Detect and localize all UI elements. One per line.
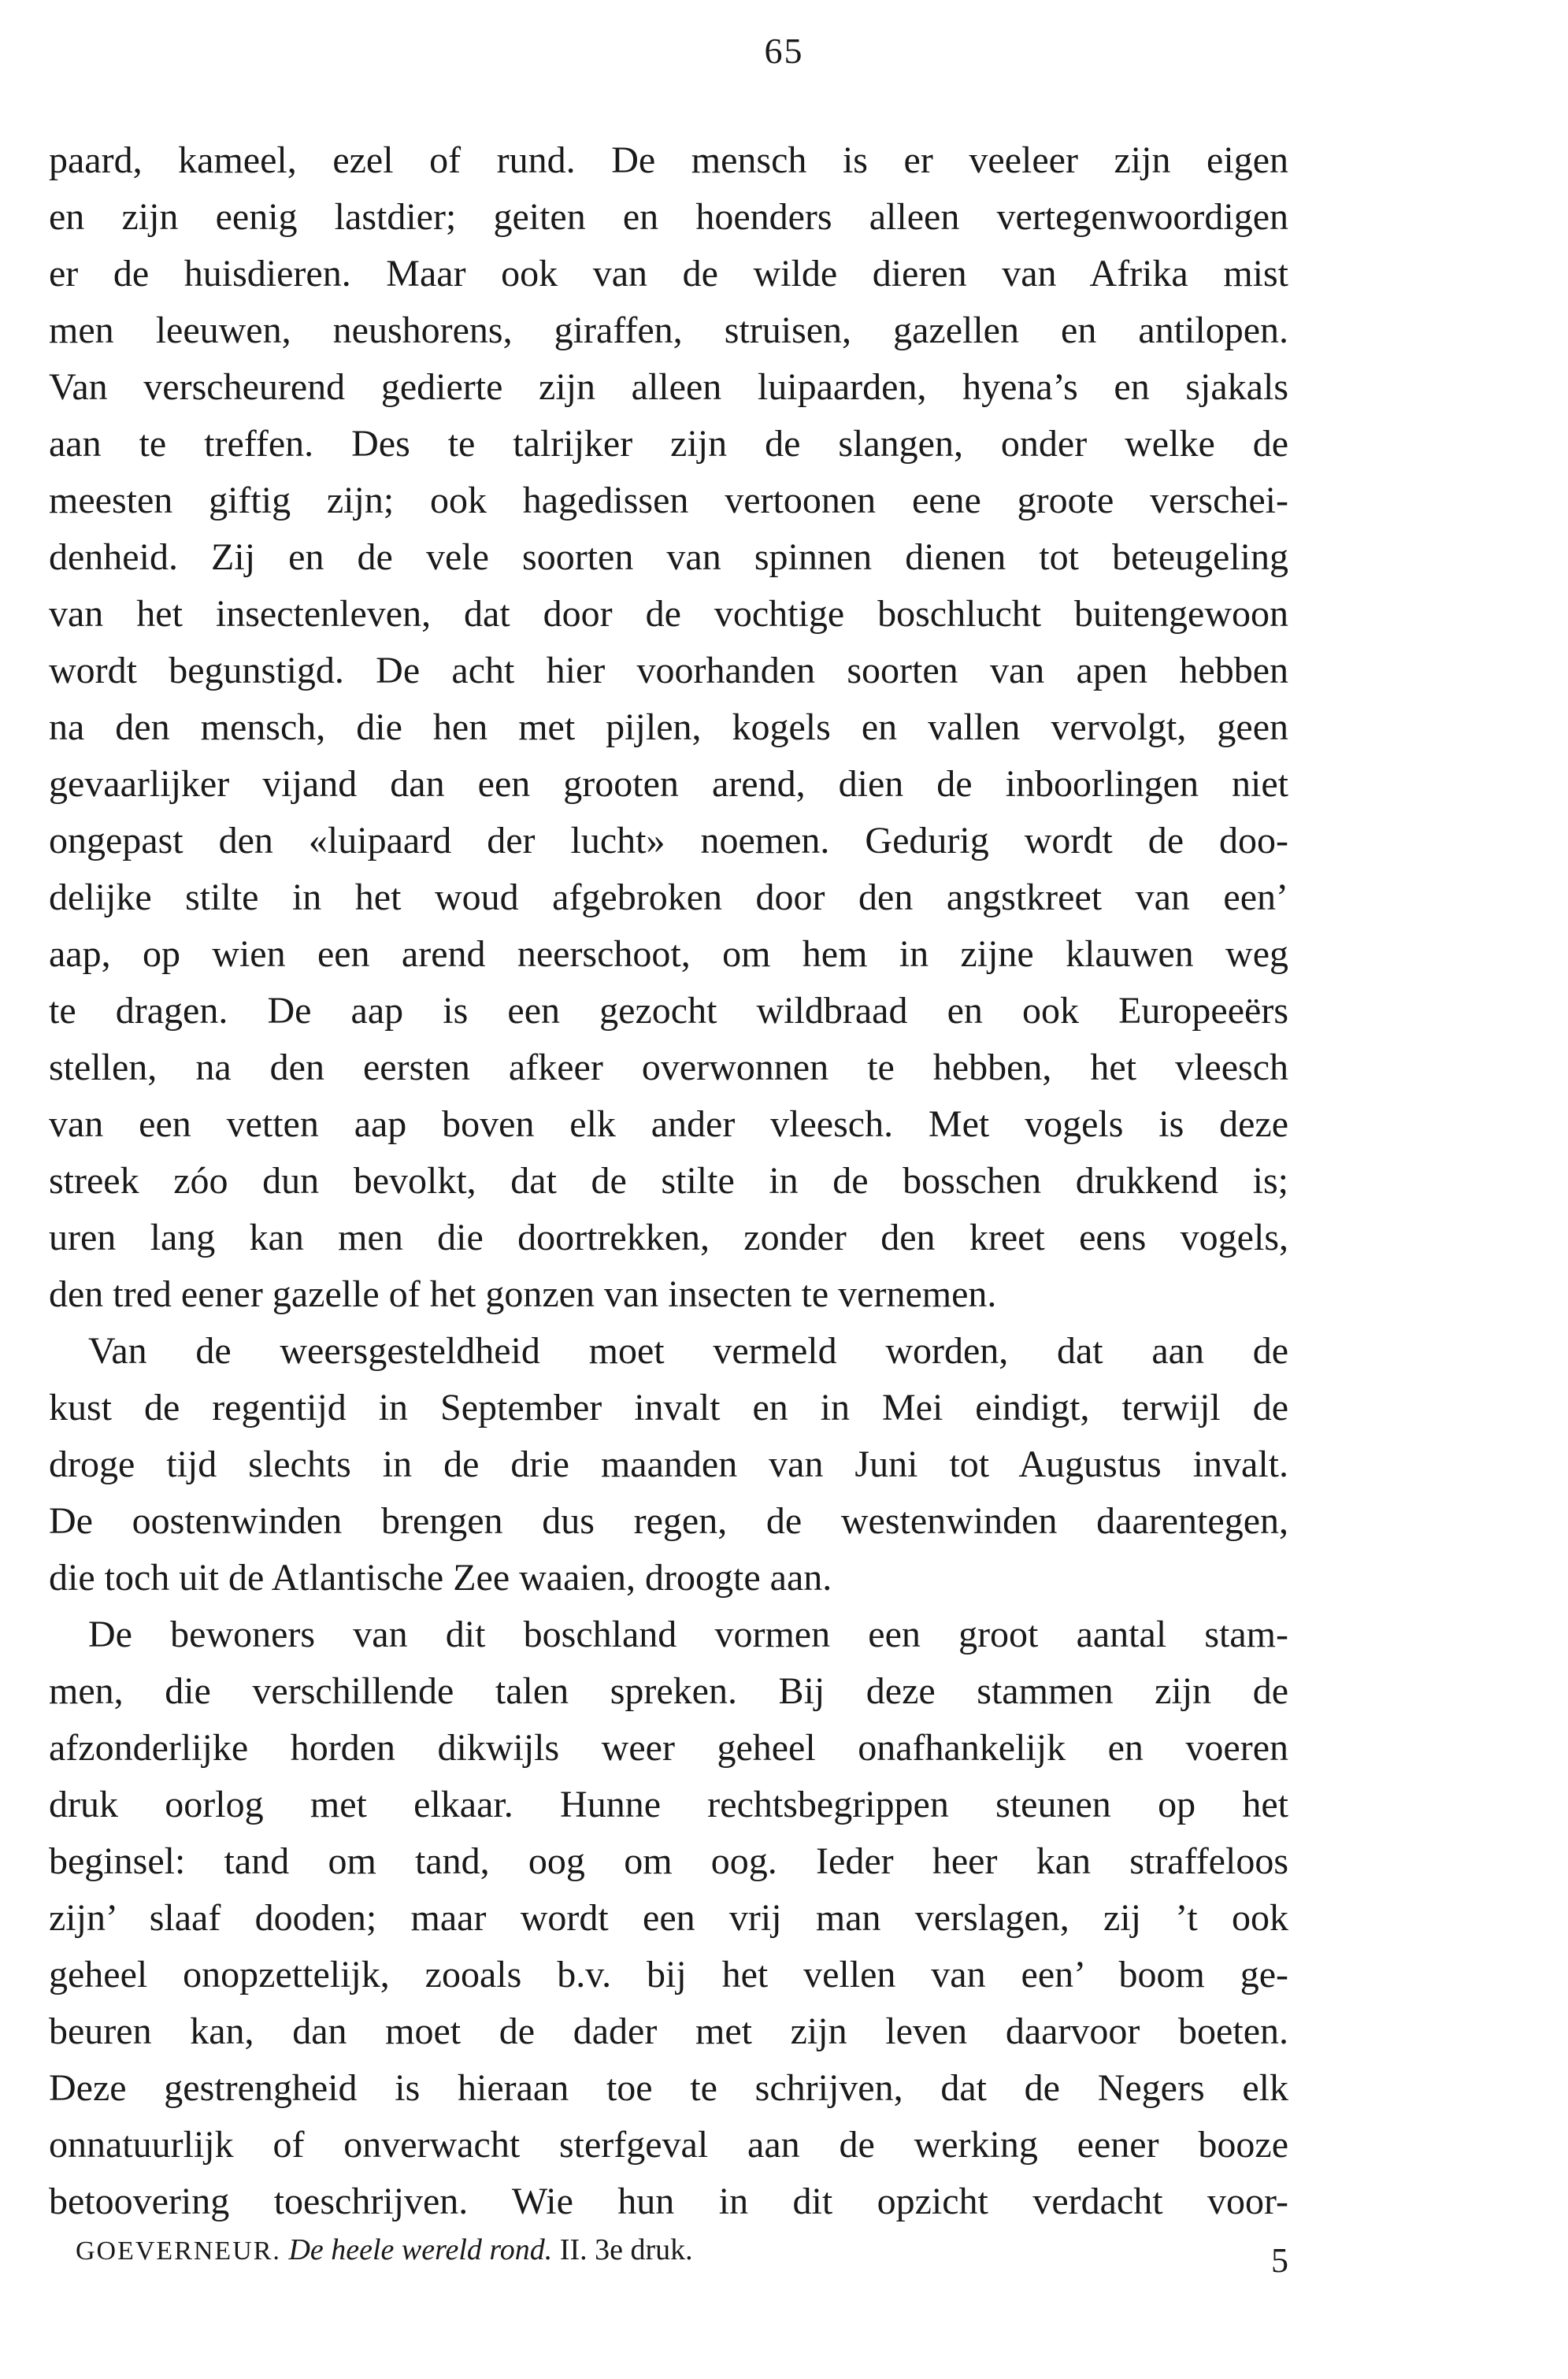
- page-footer: [76, 2233, 1288, 2288]
- text-line: ongepast den «luipaard der lucht» noemen. Gedurig wordt de doo-: [49, 820, 1288, 862]
- text-line: delijke stilte in het woud afgebroken door den angstkreet van een’: [49, 876, 1288, 918]
- text-line: stellen, na den eersten afkeer overwonnen te hebben, het vleesch: [49, 1047, 1288, 1088]
- text-line: uren lang kan men die doortrekken, zonder den kreet eens vogels,: [49, 1217, 1288, 1258]
- text-line: beuren kan, dan moet de dader met zijn leven daarvoor boeten.: [49, 2010, 1288, 2052]
- text-line: men leeuwen, neushorens, giraffen, struisen, gazellen en antilopen.: [49, 309, 1288, 351]
- body-text: [49, 132, 1288, 2230]
- text-line: wordt begunstigd. De acht hier voorhanden soorten van apen hebben: [49, 650, 1288, 691]
- footer-title: De heele wereld rond.: [288, 2233, 553, 2266]
- text-line: meesten giftig zijn; ook hagedissen vertoonen eene groote verschei-: [49, 480, 1288, 521]
- text-line: men, die verschillende talen spreken. Bij deze stammen zijn de: [49, 1670, 1288, 1712]
- text-line: den tred eener gazelle of het gonzen van insecten te vernemen.: [49, 1273, 997, 1315]
- text-line: en zijn eenig lastdier; geiten en hoenders alleen vertegenwoordigen: [49, 196, 1288, 238]
- footer-volume: II. 3e druk.: [559, 2233, 693, 2266]
- text-line: paard, kameel, ezel of rund. De mensch is er veeleer zijn eigen: [49, 139, 1288, 181]
- text-line: De oostenwinden brengen dus regen, de westenwinden daarentegen,: [49, 1500, 1288, 1542]
- page-number: 65: [764, 31, 804, 71]
- signature-mark: 5: [1271, 2241, 1288, 2280]
- footer-author: GOEVERNEUR.: [76, 2236, 281, 2266]
- text-line: geheel onopzettelijk, zooals b.v. bij het vellen van een’ boom ge-: [49, 1954, 1288, 1995]
- text-line: denheid. Zij en de vele soorten van spinnen dienen tot beteugeling: [49, 536, 1288, 578]
- text-line: na den mensch, die hen met pijlen, kogels en vallen vervolgt, geen: [49, 706, 1288, 748]
- text-line: Van de weersgesteldheid moet vermeld worden, dat aan de: [88, 1330, 1288, 1372]
- text-line: afzonderlijke horden dikwijls weer geheel onafhankelijk en voeren: [49, 1727, 1288, 1769]
- text-line: onnatuurlijk of onverwacht sterfgeval aan de werking eener booze: [49, 2124, 1288, 2166]
- text-line: aan te treffen. Des te talrijker zijn de slangen, onder welke de: [49, 423, 1288, 465]
- text-line: die toch uit de Atlantische Zee waaien, droogte aan.: [49, 1557, 832, 1599]
- text-line: aap, op wien een arend neerschoot, om hem in zijne klauwen weg: [49, 933, 1288, 975]
- text-line: streek zóo dun bevolkt, dat de stilte in de bosschen drukkend is;: [49, 1160, 1288, 1202]
- text-line: kust de regentijd in September invalt en in Mei eindigt, terwijl de: [49, 1387, 1288, 1429]
- footer-imprint: [76, 2233, 693, 2267]
- text-line: te dragen. De aap is een gezocht wildbraad en ook Europeeërs: [49, 990, 1288, 1032]
- paragraph-1: [49, 132, 1288, 1323]
- text-line: beginsel: tand om tand, oog om oog. Ieder heer kan straffeloos: [49, 1840, 1288, 1882]
- text-line: van een vetten aap boven elk ander vleesch. Met vogels is deze: [49, 1103, 1288, 1145]
- text-line: zijn’ slaaf dooden; maar wordt een vrij man verslagen, zij ’t ook: [49, 1897, 1288, 1939]
- paragraph-2: [49, 1323, 1288, 1606]
- text-line: er de huisdieren. Maar ook van de wilde dieren van Afrika mist: [49, 253, 1288, 295]
- text-line: De bewoners van dit boschland vormen een groot aantal stam-: [88, 1614, 1288, 1655]
- text-line: druk oorlog met elkaar. Hunne rechtsbegrippen steunen op het: [49, 1784, 1288, 1825]
- paragraph-3: [49, 1606, 1288, 2230]
- text-line: droge tijd slechts in de drie maanden van Juni tot Augustus invalt.: [49, 1443, 1288, 1485]
- text-line: betoovering toeschrijven. Wie hun in dit opzicht verdacht voor-: [49, 2181, 1288, 2222]
- text-line: Van verscheurend gedierte zijn alleen luipaarden, hyena’s en sjakals: [49, 366, 1288, 408]
- text-line: gevaarlijker vijand dan een grooten arend, dien de inboorlingen niet: [49, 763, 1288, 805]
- text-line: van het insectenleven, dat door de vochtige boschlucht buitengewoon: [49, 593, 1288, 635]
- text-line: Deze gestrengheid is hieraan toe te schrijven, dat de Negers elk: [49, 2067, 1288, 2109]
